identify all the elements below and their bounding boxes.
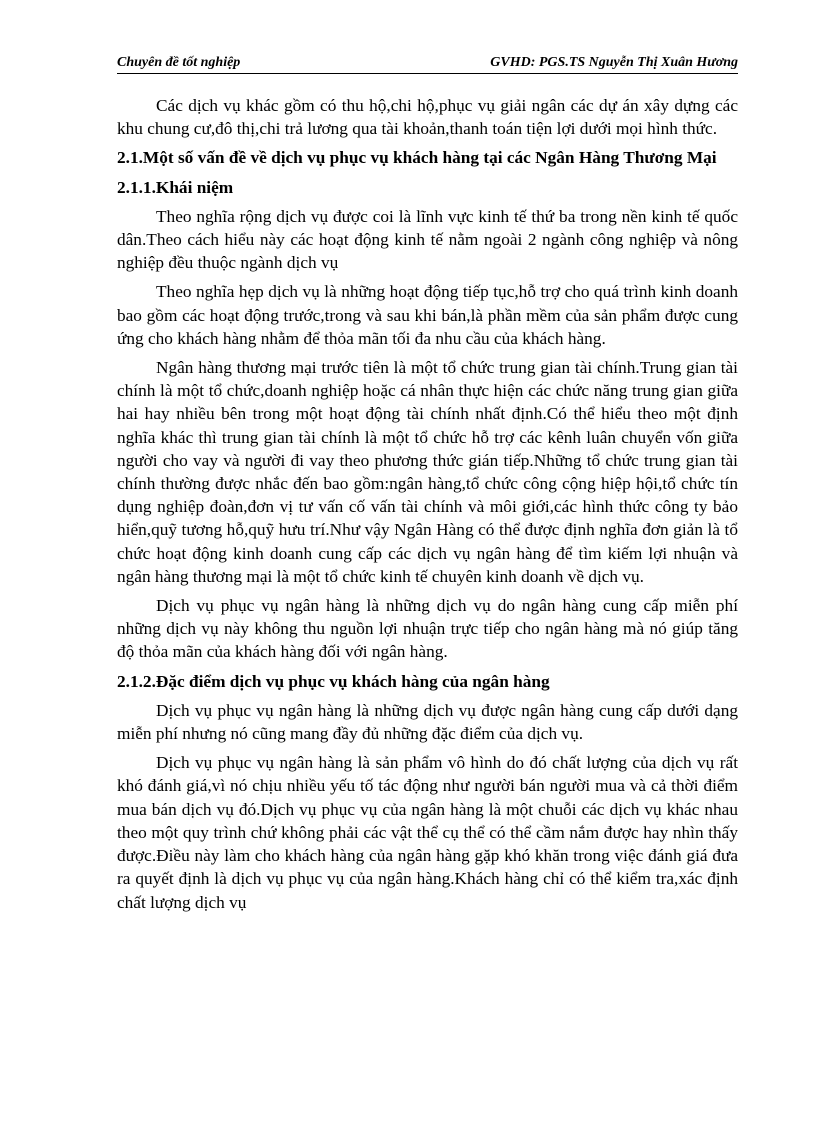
paragraph-intangible-product: Dịch vụ phục vụ ngân hàng là sản phẩm vô hình do đó chất lượng của dịch vụ rất khó đánh giá,vì nó chịu nhiều yếu tố tác động như người bán người mua và cả thời điểm mua bán dịch vụ đó.Dịch vụ phục vụ của ngân hàng là một chuỗi các dịch vụ khác nhau theo một quy trình chứ không phải các vật thể cụ thể có thể cầm nắm được hay nhìn thấy được.Điều này làm cho khách hàng của ngân hàng gặp khó khăn trong việc đánh giá đưa ra quyết định là dịch vụ phục vụ của ngân hàng.Khách hàng chỉ có thể kiểm tra,xác định chất lượng dịch vụ [117, 753, 738, 912]
header-supervisor: GVHD: PGS.TS Nguyễn Thị Xuân Hương [490, 55, 738, 70]
paragraph-broad-definition: Theo nghĩa rộng dịch vụ được coi là lĩnh vực kinh tế thứ ba trong nền kinh tế quốc dân.Theo cách hiểu này các hoạt động kinh tế nằm ngoài 2 ngành công nghiệp và nông nghiệp đều thuộc ngành dịch vụ [117, 206, 738, 273]
paragraph-free-service: Dịch vụ phục vụ ngân hàng là những dịch vụ được ngân hàng cung cấp dưới dạng miễn phí nhưng nó cũng mang đầy đủ những đặc điểm của dịch vụ. [117, 700, 738, 744]
paragraph-bank-service: Dịch vụ phục vụ ngân hàng là những dịch vụ do ngân hàng cung cấp miễn phí những dịch vụ này không thu nguồn lợi nhuận trực tiếp cho ngân hàng mà nó giúp tăng độ thỏa mãn của khách hàng đối với ngân hàng. [117, 596, 738, 662]
section-heading-2-1: 2.1.Một số vấn đề về dịch vụ phục vụ khách hàng tại các Ngân Hàng Thương Mại [117, 148, 717, 168]
header-title: Chuyên đề tốt nghiệp [117, 55, 241, 70]
section-heading-2-1-2: 2.1.2.Đặc điểm dịch vụ phục vụ khách hàng của ngân hàng [117, 671, 550, 691]
paragraph-other-services: Các dịch vụ khác gồm có thu hộ,chi hộ,phục vụ giải ngân các dự án xây dựng các khu chung cư,đô thị,chi trả lương qua tài khoản,thanh toán tiện lợi dưới mọi hình thức. [117, 96, 738, 139]
paragraph-commercial-bank: Ngân hàng thương mại trước tiên là một tổ chức trung gian tài chính.Trung gian tài chính là một tổ chức,doanh nghiệp hoặc cá nhân thực hiện các chức năng trung gian giữa hai hay nhiều bên trong một hoạt động tài chính nhất định.Có thể hiểu theo một định nghĩa khác thì trung gian tài chính là một tổ chức hỗ trợ các kênh luân chuyển vốn giữa người cho vay và người đi vay theo phương thức gián tiếp.Những tổ chức trung gian tài chính thường được nhắc đến bao gồm:ngân hàng,tổ chức công cộng hiệp hội,tổ chức tín dụng nghiệp đoàn,đơn vị tư vấn cố vấn tài chính và môi giới,các hình thức công ty bảo hiển,quỹ tương hỗ,quỹ hưu trí.Như vậy Ngân Hàng có thể được định nghĩa đơn giản là tổ chức hoạt động kinh doanh cung cấp các dịch vụ ngân hàng để tìm kiếm lợi nhuận và ngân hàng thương mại là một tổ chức kinh tế chuyên kinh doanh về dịch vụ. [117, 358, 738, 586]
document-body [117, 94, 738, 920]
page-header [117, 51, 738, 74]
section-heading-2-1-1: 2.1.1.Khái niệm [117, 177, 234, 197]
paragraph-narrow-definition: Theo nghĩa hẹp dịch vụ là những hoạt động tiếp tục,hỗ trợ cho quá trình kinh doanh bao gồm các hoạt động trước,trong và sau khi bán,là phần mềm của sản phẩm được cung ứng cho khách hàng nhằm để thỏa mãn tối đa nhu cầu của khách hàng. [117, 282, 738, 348]
